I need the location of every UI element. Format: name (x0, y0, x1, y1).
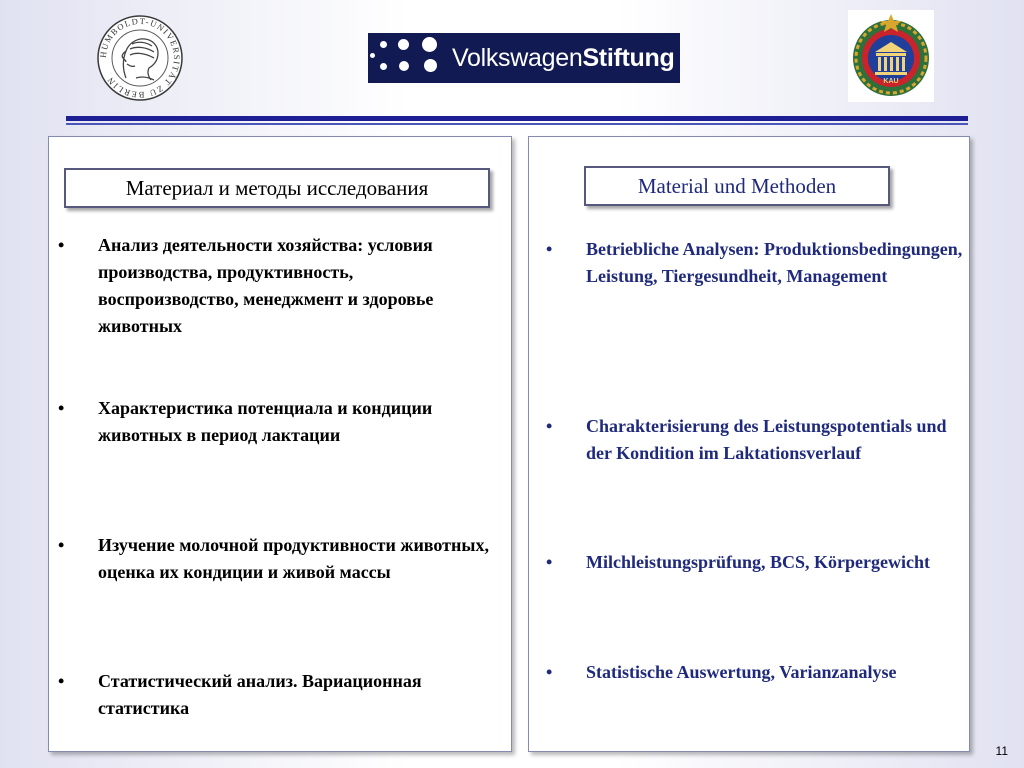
logo-dot-icon (399, 61, 409, 71)
logo-dot-icon (422, 37, 437, 52)
humboldt-university-logo (96, 14, 184, 102)
bullet-text: Statistische Auswertung, Varianzanalyse (586, 662, 897, 682)
volkswagen-stiftung-logo (368, 33, 680, 83)
humboldt-seal-legend: HUMBOLDT-UNIVERSITÄT ZU BERLIN (97, 15, 183, 101)
wordmark-regular: Volkswagen (452, 44, 583, 72)
logo-dot-icon (370, 53, 375, 58)
kau-legend: KAU (883, 78, 899, 85)
header-divider-thin (66, 123, 968, 125)
page-number: 11 (995, 744, 1008, 758)
bullet-icon: • (58, 398, 65, 418)
logo-dot-icon (424, 59, 437, 72)
bullet-icon: • (546, 416, 553, 436)
german-panel-title: Material und Methoden (584, 166, 890, 206)
bullet-icon: • (546, 552, 553, 572)
volkswagen-stiftung-wordmark (452, 41, 674, 75)
bullet-text: Статистический анализ. Вариационная статистика (98, 671, 422, 718)
bullet-text: Betriebliche Analysen: Produktionsbedingungen, Leistung, Tiergesundheit, Management (586, 239, 963, 286)
russian-panel-title: Материал и методы исследования (64, 168, 490, 208)
logo-dot-icon (380, 63, 387, 70)
header-divider (66, 116, 968, 121)
logo-dot-icon (398, 39, 409, 50)
logo-dot-icon (380, 41, 387, 48)
bullet-icon: • (58, 235, 65, 255)
bullet-text: Milchleistungsprüfung, BCS, Körpergewicht (586, 552, 931, 572)
bullet-text: Изучение молочной продуктивности животных, оценка их кондиции и живой массы (98, 535, 489, 582)
bullet-icon: • (546, 239, 553, 259)
bullet-text: Характеристика потенциала и кондиции животных в период лактации (98, 398, 433, 445)
bullet-text: Charakterisierung des Leistungspotentials und der Kondition im Laktationsverlauf (586, 416, 947, 463)
bullet-text: Анализ деятельности хозяйства: условия производства, продуктивность, воспроизводство, менеджмент и здоровье животных (98, 235, 434, 336)
bullet-icon: • (58, 671, 65, 691)
bullet-icon: • (546, 662, 553, 682)
wordmark-bold: Stiftung (582, 44, 675, 72)
bullet-icon: • (58, 535, 65, 555)
kau-emblem-logo (848, 10, 934, 102)
